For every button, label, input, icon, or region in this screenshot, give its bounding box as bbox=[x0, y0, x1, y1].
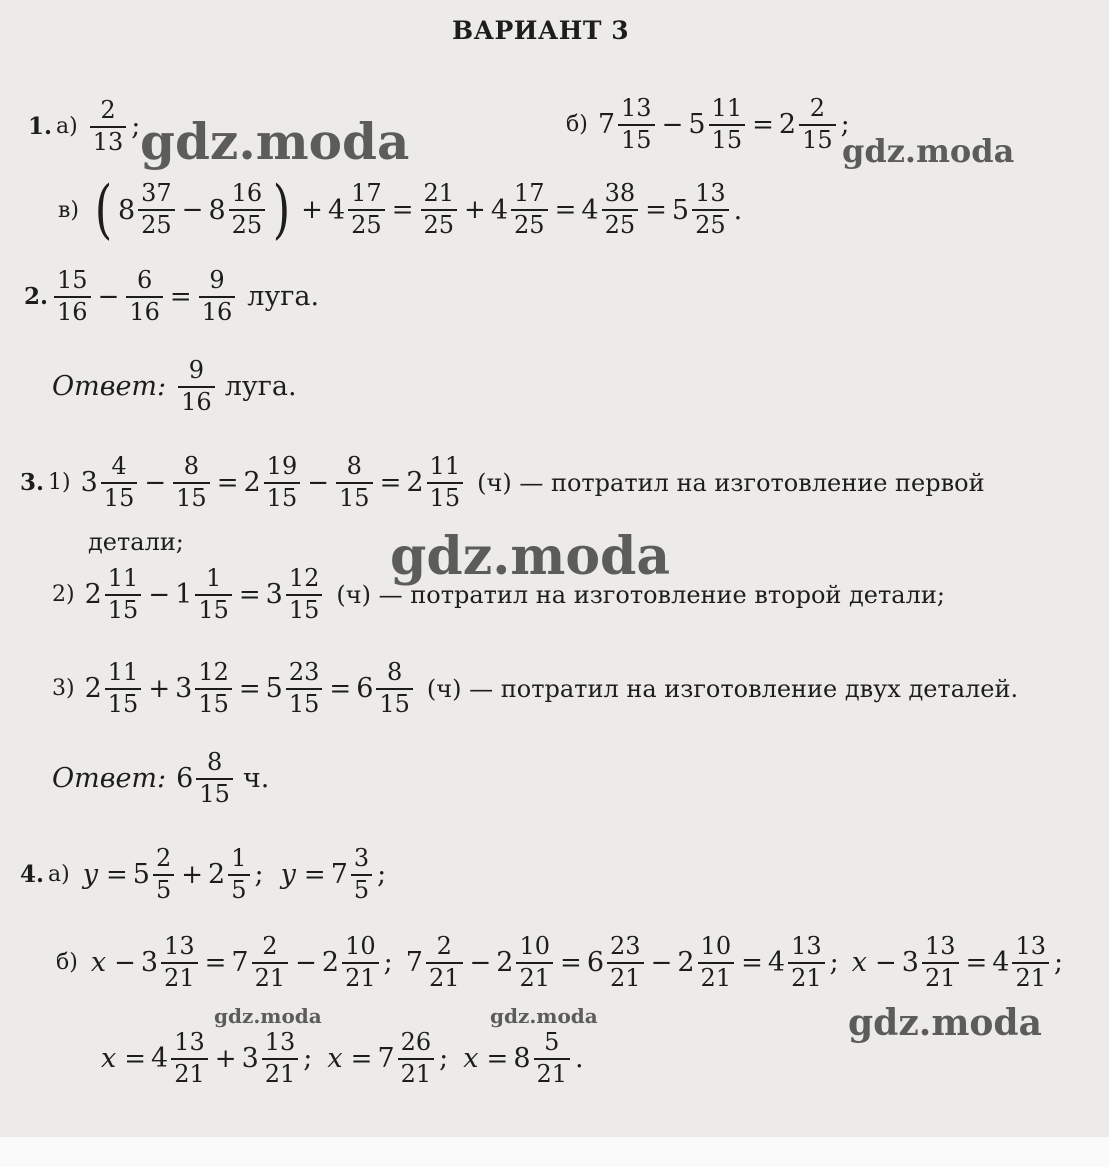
item-label: б) bbox=[566, 112, 588, 138]
unit-text: луга. bbox=[224, 371, 297, 403]
unit-text: луга. bbox=[247, 281, 320, 313]
problem-1b: б) 7 $\frac{13}{15}$ − 5 $\frac{11}{15}$ = 2 $\frac{2}{15}$ ; bbox=[566, 94, 850, 154]
problem-3-step-2: 2) 2 $\frac{11}{15}$ − 1 $\frac{1}{15}$ = 3 $\frac{12}{15}$ (ч) — потратил на изготовление второй детали; bbox=[52, 564, 945, 624]
item-label: а) bbox=[48, 862, 70, 888]
item-label: а) bbox=[56, 114, 78, 140]
step-text: (ч) — потратил на изготовление двух деталей. bbox=[426, 674, 1019, 703]
problem-number: 1. bbox=[28, 113, 53, 141]
page-title: ВАРИАНТ 3 bbox=[452, 16, 630, 45]
problem-3-step-1-cont bbox=[88, 528, 184, 556]
problem-3-step-1: 3. 1) 3 $\frac{4}{15}$ − $\frac{8}{15}$ = 2 $\frac{19}{15}$ − $\frac{8}{15}$ = 2 $\frac{11}{15}$ (ч) — потратил на изготовление первой bbox=[20, 452, 985, 512]
item-label: б) bbox=[56, 950, 78, 976]
problem-number: 3. bbox=[20, 469, 45, 497]
problem-4a: 4. а) y = 5 $\frac{2}{5}$ + 2 $\frac{1}{5}$ ; y = 7 $\frac{3}{5}$ ; bbox=[20, 844, 387, 904]
problem-4b-line-2: x = 4 $\frac{13}{21}$ + 3 $\frac{13}{21}$ ; x = 7 $\frac{26}{21}$ ; x = 8 $\frac{5}{21}$ . bbox=[101, 1028, 584, 1088]
mixed-number: 7 $\frac{13}{15}$ bbox=[598, 96, 657, 154]
fraction: $\frac{2}{13}$ bbox=[90, 98, 127, 156]
problem-3-step-3: 3) 2 $\frac{11}{15}$ + 3 $\frac{12}{15}$ = 5 $\frac{23}{15}$ = 6 $\frac{8}{15}$ (ч) — потратил на изготовление двух деталей. bbox=[52, 658, 1019, 718]
problem-number: 2. bbox=[24, 283, 49, 311]
watermark: gdz.moda bbox=[490, 1004, 598, 1028]
step-label: 1) bbox=[48, 470, 71, 496]
step-label: 2) bbox=[52, 582, 75, 608]
step-text-continued: детали; bbox=[88, 528, 184, 556]
watermark: gdz.moda bbox=[390, 526, 671, 587]
problem-3-answer: Ответ: 6 $\frac{8}{15}$ ч. bbox=[52, 748, 270, 808]
answer-label: Ответ: bbox=[52, 763, 167, 795]
step-text: (ч) — потратил на изготовление первой bbox=[477, 468, 985, 497]
unit-text: ч. bbox=[242, 763, 270, 795]
mixed-number: 2 $\frac{2}{15}$ bbox=[779, 96, 838, 154]
answer-label: Ответ: bbox=[52, 371, 167, 403]
watermark: gdz.moda bbox=[842, 132, 1015, 170]
problem-1v: в) ( 8 $\frac{37}{25}$ − 8 $\frac{16}{25}$ ) + 4 $\frac{17}{25}$ = $\frac{21}{25}$ + 4 $\frac{17}{25}$ = 4 $\frac{38}{25}$ = 5 $\frac{13}{25}$ . bbox=[58, 173, 743, 247]
watermark: gdz.moda bbox=[848, 1002, 1042, 1044]
watermark: gdz.moda bbox=[214, 1004, 322, 1028]
step-label: 3) bbox=[52, 676, 75, 702]
scan-edge bbox=[0, 1137, 1109, 1167]
mixed-number: 5 $\frac{11}{15}$ bbox=[688, 96, 747, 154]
problem-1-line-1: 1. а) $\frac{2}{13}$ ; bbox=[28, 96, 141, 156]
problem-2: 2. $\frac{15}{16}$ − $\frac{6}{16}$ = $\frac{9}{16}$ луга. bbox=[24, 266, 320, 326]
watermark: gdz.moda bbox=[140, 112, 410, 171]
problem-2-answer: Ответ: $\frac{9}{16}$ луга. bbox=[52, 356, 297, 416]
step-text: (ч) — потратил на изготовление второй детали; bbox=[336, 580, 945, 609]
item-label: в) bbox=[58, 197, 79, 223]
problem-4b-line-1: б) x − 3 $\frac{13}{21}$ = 7 $\frac{2}{21}$ − 2 $\frac{10}{21}$ ; 7 $\frac{2}{21}$ − 2 $\frac{10}{21}$ = 6 $\frac{23}{21}$ − 2 $\frac{10}{21}$ = 4 $\frac{13}{21}$ ; x − 3 $\frac{13}{21}$ = 4 $\frac{13}{21}$ ; bbox=[56, 932, 1064, 992]
problem-number: 4. bbox=[20, 861, 45, 889]
